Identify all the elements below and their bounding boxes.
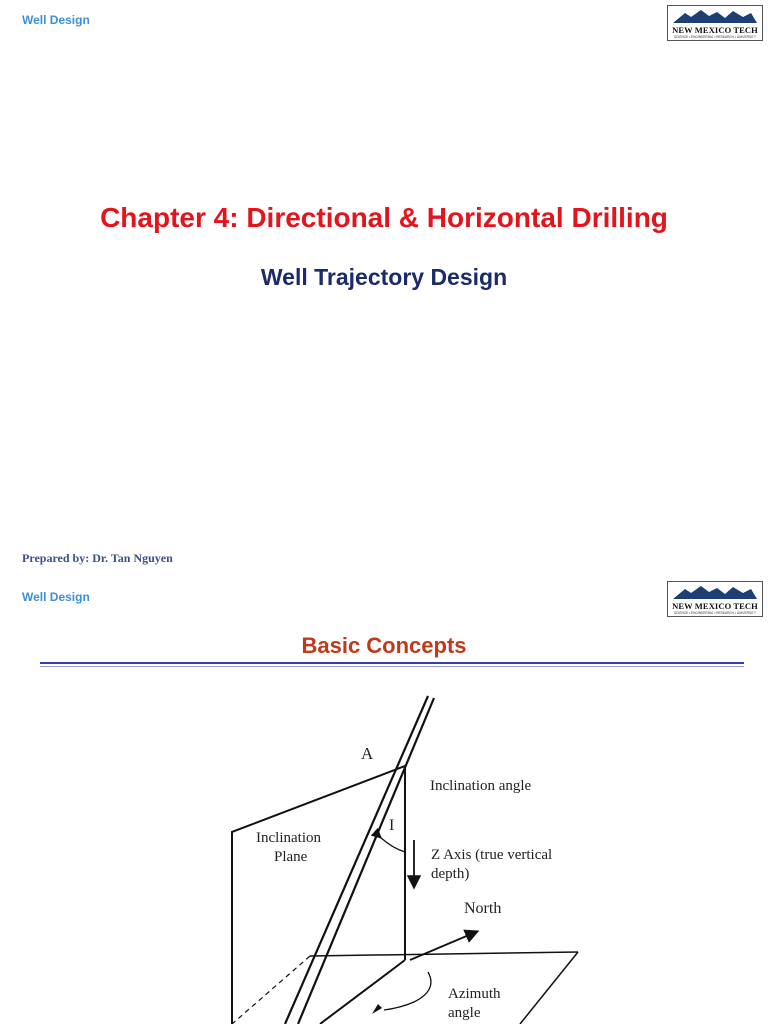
- section-title: Basic Concepts: [301, 633, 467, 658]
- new-mexico-tech-logo: [667, 5, 763, 41]
- z-axis-label-line1: Z Axis (true vertical: [431, 847, 553, 863]
- slide-subtitle: Well Trajectory Design: [260, 264, 508, 290]
- azimuth-projection-line: [320, 960, 405, 1024]
- basic-concepts-slide: [0, 576, 768, 1024]
- logo-name: NEW MEXICO TECH: [672, 601, 758, 611]
- logo-name: NEW MEXICO TECH: [672, 25, 758, 35]
- inclination-azimuth-diagram: [0, 576, 768, 1024]
- chapter-title: Chapter 4: Directional & Horizontal Drilling: [100, 202, 668, 233]
- inclination-arc-arrow: [380, 837, 405, 852]
- logo-tagline: SCIENCE • ENGINEERING • RESEARCH • UNIVERSITY: [674, 611, 756, 615]
- inclination-angle-label: Inclination angle: [430, 778, 532, 794]
- inclination-symbol-label: I: [389, 817, 395, 834]
- azimuth-label-line2: angle: [448, 1005, 481, 1021]
- azimuth-arc: [384, 972, 431, 1010]
- header-label: Well Design: [22, 590, 90, 604]
- prepared-by: Prepared by: Dr. Tan Nguyen: [22, 551, 173, 565]
- point-a-label: A: [361, 744, 374, 763]
- horizontal-plane-back-edge: [310, 952, 578, 956]
- north-label: North: [464, 900, 502, 917]
- mountain-logo-icon: [671, 8, 759, 24]
- north-arrow: [410, 932, 476, 960]
- horizontal-plane-right-edge: [520, 952, 578, 1024]
- inclination-plane-label-line1: Inclination: [256, 830, 321, 846]
- inclination-plane-label-line2: Plane: [274, 849, 308, 865]
- horizontal-plane-dashed-edge: [232, 956, 310, 1024]
- z-axis-label-line2: depth): [431, 866, 470, 882]
- logo-tagline: SCIENCE • ENGINEERING • RESEARCH • UNIVERSITY: [674, 35, 756, 39]
- header-label: Well Design: [22, 13, 90, 27]
- azimuth-arrowhead: [372, 1004, 382, 1014]
- azimuth-label-line1: Azimuth: [448, 986, 501, 1002]
- inclination-plane-outline: [232, 766, 405, 1024]
